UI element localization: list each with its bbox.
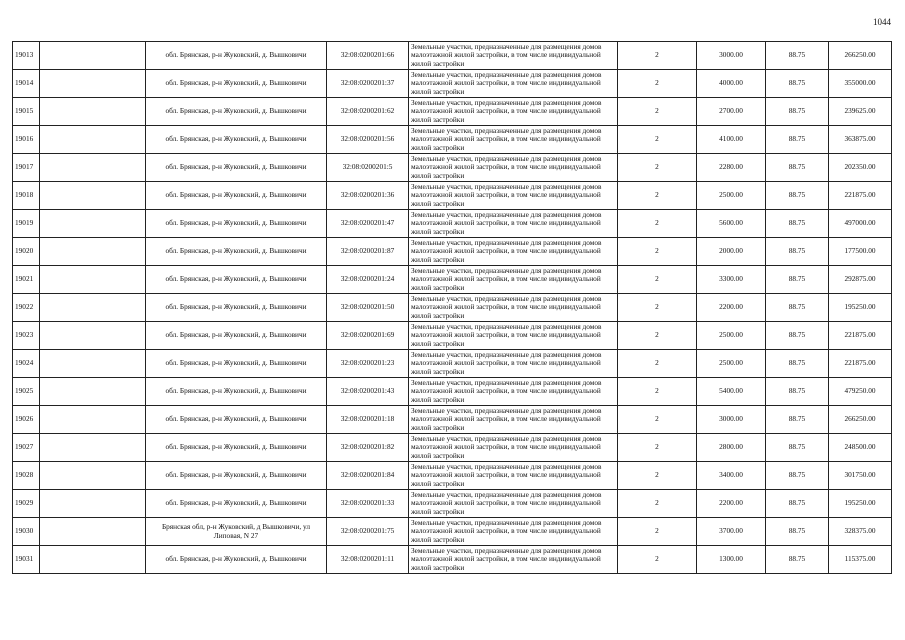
- area-cell: 2280.00: [697, 154, 766, 182]
- blank-cell: [40, 210, 146, 238]
- cadastral-value-cell: 479250.00: [829, 378, 892, 406]
- category-cell: 2: [618, 546, 697, 574]
- address-cell: обл. Брянская, р-н Жуковский, д. Вышковичи: [146, 322, 327, 350]
- cadastral-value-cell: 221875.00: [829, 322, 892, 350]
- category-cell: 2: [618, 70, 697, 98]
- cadastral-number-cell: 32:08:0200201:50: [327, 294, 409, 322]
- blank-cell: [40, 266, 146, 294]
- address-cell: обл. Брянская, р-н Жуковский, д. Вышковичи: [146, 182, 327, 210]
- table-row: [13, 546, 892, 574]
- table-row: [13, 98, 892, 126]
- blank-cell: [40, 462, 146, 490]
- address-cell: обл. Брянская, р-н Жуковский, д. Вышковичи: [146, 126, 327, 154]
- table-row: [13, 518, 892, 546]
- rate-cell: 88.75: [766, 266, 829, 294]
- address-cell: обл. Брянская, р-н Жуковский, д. Вышковичи: [146, 266, 327, 294]
- land-use-cell: Земельные участки, предназначенные для размещения домов малоэтажной жилой застройки, в том числе индивидуальной жилой застройки: [409, 98, 618, 126]
- cadastral-number-cell: 32:08:0200201:23: [327, 350, 409, 378]
- category-cell: 2: [618, 98, 697, 126]
- address-cell: обл. Брянская, р-н Жуковский, д. Вышковичи: [146, 210, 327, 238]
- rate-cell: 88.75: [766, 210, 829, 238]
- rate-cell: 88.75: [766, 378, 829, 406]
- land-use-cell: Земельные участки, предназначенные для размещения домов малоэтажной жилой застройки, в том числе индивидуальной жилой застройки: [409, 182, 618, 210]
- cadastral-number-cell: 32:08:0200201:37: [327, 70, 409, 98]
- land-use-cell: Земельные участки, предназначенные для размещения домов малоэтажной жилой застройки, в том числе индивидуальной жилой застройки: [409, 546, 618, 574]
- table-row: [13, 378, 892, 406]
- land-use-cell: Земельные участки, предназначенные для размещения домов малоэтажной жилой застройки, в том числе индивидуальной жилой застройки: [409, 294, 618, 322]
- table-row: [13, 42, 892, 70]
- address-cell: обл. Брянская, р-н Жуковский, д. Вышковичи: [146, 462, 327, 490]
- cadastral-value-cell: 266250.00: [829, 406, 892, 434]
- record-number: 19019: [13, 210, 40, 238]
- rate-cell: 88.75: [766, 490, 829, 518]
- area-cell: 2000.00: [697, 238, 766, 266]
- blank-cell: [40, 294, 146, 322]
- category-cell: 2: [618, 294, 697, 322]
- cadastral-number-cell: 32:08:0200201:75: [327, 518, 409, 546]
- record-number: 19026: [13, 406, 40, 434]
- cadastral-number-cell: 32:08:0200201:5: [327, 154, 409, 182]
- blank-cell: [40, 182, 146, 210]
- record-number: 19027: [13, 434, 40, 462]
- area-cell: 3700.00: [697, 518, 766, 546]
- rate-cell: 88.75: [766, 126, 829, 154]
- cadastral-value-cell: 221875.00: [829, 182, 892, 210]
- category-cell: 2: [618, 322, 697, 350]
- address-cell: обл. Брянская, р-н Жуковский, д. Вышковичи: [146, 154, 327, 182]
- cadastral-value-cell: 497000.00: [829, 210, 892, 238]
- table-row: [13, 154, 892, 182]
- table-row: [13, 238, 892, 266]
- record-number: 19024: [13, 350, 40, 378]
- blank-cell: [40, 154, 146, 182]
- rate-cell: 88.75: [766, 322, 829, 350]
- record-number: 19029: [13, 490, 40, 518]
- area-cell: 4000.00: [697, 70, 766, 98]
- record-number: 19018: [13, 182, 40, 210]
- cadastral-value-cell: 195250.00: [829, 490, 892, 518]
- area-cell: 3300.00: [697, 266, 766, 294]
- table-row: [13, 70, 892, 98]
- rate-cell: 88.75: [766, 182, 829, 210]
- table-row: [13, 434, 892, 462]
- blank-cell: [40, 490, 146, 518]
- cadastral-value-cell: 248500.00: [829, 434, 892, 462]
- area-cell: 4100.00: [697, 126, 766, 154]
- record-number: 19031: [13, 546, 40, 574]
- land-use-cell: Земельные участки, предназначенные для размещения домов малоэтажной жилой застройки, в том числе индивидуальной жилой застройки: [409, 378, 618, 406]
- rate-cell: 88.75: [766, 98, 829, 126]
- address-cell: обл. Брянская, р-н Жуковский, д. Вышковичи: [146, 238, 327, 266]
- blank-cell: [40, 546, 146, 574]
- record-number: 19028: [13, 462, 40, 490]
- table-row: [13, 462, 892, 490]
- cadastral-number-cell: 32:08:0200201:82: [327, 434, 409, 462]
- area-cell: 5600.00: [697, 210, 766, 238]
- category-cell: 2: [618, 154, 697, 182]
- cadastral-number-cell: 32:08:0200201:62: [327, 98, 409, 126]
- land-use-cell: Земельные участки, предназначенные для размещения домов малоэтажной жилой застройки, в том числе индивидуальной жилой застройки: [409, 126, 618, 154]
- address-cell: обл. Брянская, р-н Жуковский, д. Вышковичи: [146, 70, 327, 98]
- rate-cell: 88.75: [766, 350, 829, 378]
- record-number: 19014: [13, 70, 40, 98]
- record-number: 19022: [13, 294, 40, 322]
- address-cell: обл. Брянская, р-н Жуковский, д. Вышковичи: [146, 98, 327, 126]
- cadastral-number-cell: 32:08:0200201:66: [327, 42, 409, 70]
- address-cell: обл. Брянская, р-н Жуковский, д. Вышковичи: [146, 294, 327, 322]
- area-cell: 2700.00: [697, 98, 766, 126]
- land-use-cell: Земельные участки, предназначенные для размещения домов малоэтажной жилой застройки, в том числе индивидуальной жилой застройки: [409, 406, 618, 434]
- category-cell: 2: [618, 434, 697, 462]
- rate-cell: 88.75: [766, 434, 829, 462]
- land-use-cell: Земельные участки, предназначенные для размещения домов малоэтажной жилой застройки, в том числе индивидуальной жилой застройки: [409, 42, 618, 70]
- rate-cell: 88.75: [766, 518, 829, 546]
- cadastral-value-cell: 115375.00: [829, 546, 892, 574]
- rate-cell: 88.75: [766, 154, 829, 182]
- category-cell: 2: [618, 238, 697, 266]
- category-cell: 2: [618, 406, 697, 434]
- address-cell: обл. Брянская, р-н Жуковский, д. Вышковичи: [146, 406, 327, 434]
- category-cell: 2: [618, 126, 697, 154]
- area-cell: 3400.00: [697, 462, 766, 490]
- cadastral-value-cell: 301750.00: [829, 462, 892, 490]
- address-cell: обл. Брянская, р-н Жуковский, д. Вышковичи: [146, 546, 327, 574]
- table-row: [13, 350, 892, 378]
- cadastral-number-cell: 32:08:0200201:56: [327, 126, 409, 154]
- cadastral-number-cell: 32:08:0200201:47: [327, 210, 409, 238]
- blank-cell: [40, 126, 146, 154]
- table-row: [13, 182, 892, 210]
- land-use-cell: Земельные участки, предназначенные для размещения домов малоэтажной жилой застройки, в том числе индивидуальной жилой застройки: [409, 266, 618, 294]
- address-cell: обл. Брянская, р-н Жуковский, д. Вышковичи: [146, 350, 327, 378]
- record-number: 19023: [13, 322, 40, 350]
- rate-cell: 88.75: [766, 294, 829, 322]
- area-cell: 2200.00: [697, 294, 766, 322]
- area-cell: 2200.00: [697, 490, 766, 518]
- area-cell: 3000.00: [697, 406, 766, 434]
- record-number: 19017: [13, 154, 40, 182]
- cadastral-value-cell: 355000.00: [829, 70, 892, 98]
- area-cell: 2500.00: [697, 350, 766, 378]
- table-row: [13, 210, 892, 238]
- category-cell: 2: [618, 490, 697, 518]
- cadastral-value-cell: 292875.00: [829, 266, 892, 294]
- land-use-cell: Земельные участки, предназначенные для размещения домов малоэтажной жилой застройки, в том числе индивидуальной жилой застройки: [409, 154, 618, 182]
- record-number: 19020: [13, 238, 40, 266]
- cadastral-number-cell: 32:08:0200201:18: [327, 406, 409, 434]
- land-use-cell: Земельные участки, предназначенные для размещения домов малоэтажной жилой застройки, в том числе индивидуальной жилой застройки: [409, 518, 618, 546]
- blank-cell: [40, 238, 146, 266]
- address-cell: обл. Брянская, р-н Жуковский, д. Вышковичи: [146, 42, 327, 70]
- record-number: 19013: [13, 42, 40, 70]
- cadastral-number-cell: 32:08:0200201:43: [327, 378, 409, 406]
- blank-cell: [40, 434, 146, 462]
- cadastral-value-cell: 177500.00: [829, 238, 892, 266]
- land-use-cell: Земельные участки, предназначенные для размещения домов малоэтажной жилой застройки, в том числе индивидуальной жилой застройки: [409, 490, 618, 518]
- blank-cell: [40, 322, 146, 350]
- cadastral-value-cell: 221875.00: [829, 350, 892, 378]
- table-row: [13, 126, 892, 154]
- land-use-cell: Земельные участки, предназначенные для размещения домов малоэтажной жилой застройки, в том числе индивидуальной жилой застройки: [409, 350, 618, 378]
- category-cell: 2: [618, 42, 697, 70]
- cadastral-number-cell: 32:08:0200201:84: [327, 462, 409, 490]
- blank-cell: [40, 350, 146, 378]
- record-number: 19016: [13, 126, 40, 154]
- category-cell: 2: [618, 350, 697, 378]
- rate-cell: 88.75: [766, 406, 829, 434]
- address-cell: Брянская обл, р-н Жуковский, д Вышковичи, ул Липовая, N 27: [146, 518, 327, 546]
- land-use-cell: Земельные участки, предназначенные для размещения домов малоэтажной жилой застройки, в том числе индивидуальной жилой застройки: [409, 434, 618, 462]
- rate-cell: 88.75: [766, 42, 829, 70]
- rate-cell: 88.75: [766, 70, 829, 98]
- land-use-cell: Земельные участки, предназначенные для размещения домов малоэтажной жилой застройки, в том числе индивидуальной жилой застройки: [409, 210, 618, 238]
- land-use-cell: Земельные участки, предназначенные для размещения домов малоэтажной жилой застройки, в том числе индивидуальной жилой застройки: [409, 322, 618, 350]
- land-use-cell: Земельные участки, предназначенные для размещения домов малоэтажной жилой застройки, в том числе индивидуальной жилой застройки: [409, 70, 618, 98]
- blank-cell: [40, 406, 146, 434]
- area-cell: 2500.00: [697, 182, 766, 210]
- cadastral-value-cell: 363875.00: [829, 126, 892, 154]
- area-cell: 5400.00: [697, 378, 766, 406]
- cadastral-number-cell: 32:08:0200201:87: [327, 238, 409, 266]
- area-cell: 2800.00: [697, 434, 766, 462]
- land-registry-table: [12, 41, 892, 574]
- cadastral-value-cell: 195250.00: [829, 294, 892, 322]
- address-cell: обл. Брянская, р-н Жуковский, д. Вышковичи: [146, 378, 327, 406]
- blank-cell: [40, 378, 146, 406]
- blank-cell: [40, 98, 146, 126]
- record-number: 19025: [13, 378, 40, 406]
- table-row: [13, 322, 892, 350]
- table-body: [13, 42, 892, 574]
- cadastral-number-cell: 32:08:0200201:33: [327, 490, 409, 518]
- category-cell: 2: [618, 210, 697, 238]
- area-cell: 2500.00: [697, 322, 766, 350]
- record-number: 19015: [13, 98, 40, 126]
- cadastral-number-cell: 32:08:0200201:36: [327, 182, 409, 210]
- cadastral-value-cell: 266250.00: [829, 42, 892, 70]
- category-cell: 2: [618, 518, 697, 546]
- rate-cell: 88.75: [766, 462, 829, 490]
- land-use-cell: Земельные участки, предназначенные для размещения домов малоэтажной жилой застройки, в том числе индивидуальной жилой застройки: [409, 462, 618, 490]
- category-cell: 2: [618, 182, 697, 210]
- cadastral-number-cell: 32:08:0200201:24: [327, 266, 409, 294]
- table-row: [13, 490, 892, 518]
- category-cell: 2: [618, 266, 697, 294]
- record-number: 19021: [13, 266, 40, 294]
- cadastral-number-cell: 32:08:0200201:69: [327, 322, 409, 350]
- record-number: 19030: [13, 518, 40, 546]
- table-row: [13, 294, 892, 322]
- category-cell: 2: [618, 462, 697, 490]
- cadastral-value-cell: 239625.00: [829, 98, 892, 126]
- blank-cell: [40, 518, 146, 546]
- area-cell: 1300.00: [697, 546, 766, 574]
- cadastral-value-cell: 202350.00: [829, 154, 892, 182]
- area-cell: 3000.00: [697, 42, 766, 70]
- rate-cell: 88.75: [766, 238, 829, 266]
- address-cell: обл. Брянская, р-н Жуковский, д. Вышковичи: [146, 490, 327, 518]
- blank-cell: [40, 42, 146, 70]
- category-cell: 2: [618, 378, 697, 406]
- page-number: 1044: [873, 17, 891, 27]
- address-cell: обл. Брянская, р-н Жуковский, д. Вышковичи: [146, 434, 327, 462]
- blank-cell: [40, 70, 146, 98]
- table-row: [13, 406, 892, 434]
- table-row: [13, 266, 892, 294]
- land-use-cell: Земельные участки, предназначенные для размещения домов малоэтажной жилой застройки, в том числе индивидуальной жилой застройки: [409, 238, 618, 266]
- cadastral-number-cell: 32:08:0200201:11: [327, 546, 409, 574]
- rate-cell: 88.75: [766, 546, 829, 574]
- cadastral-value-cell: 328375.00: [829, 518, 892, 546]
